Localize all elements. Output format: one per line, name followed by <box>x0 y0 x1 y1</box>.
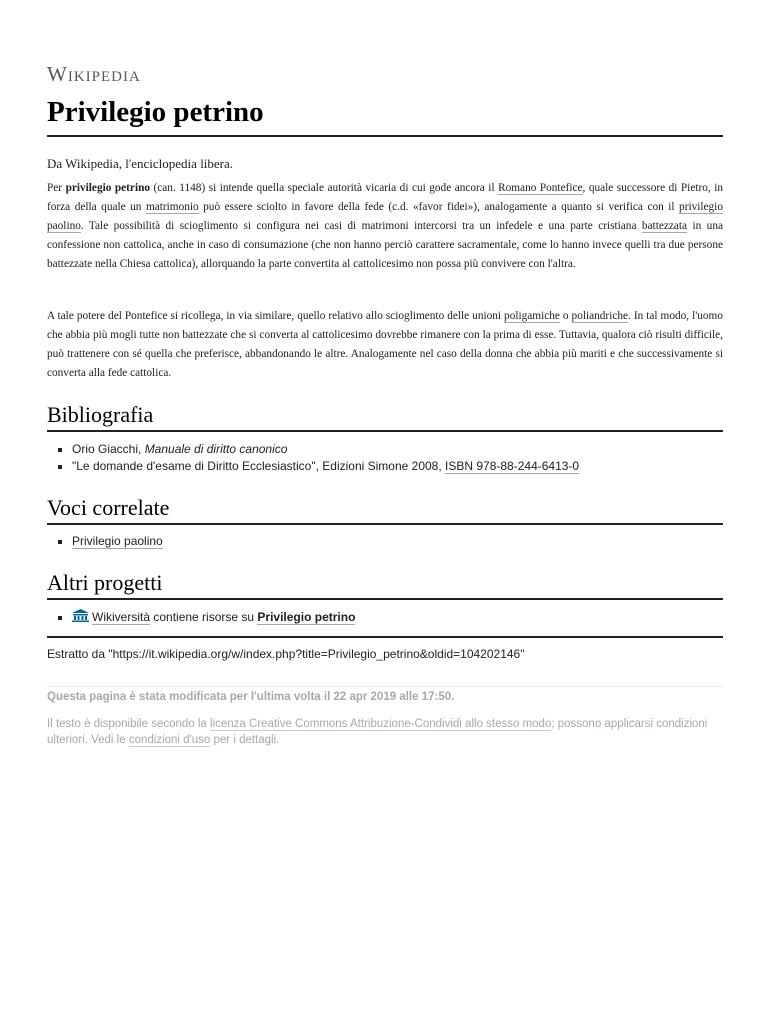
divider <box>47 686 723 687</box>
isbn-link[interactable]: ISBN 978-88-244-6413-0 <box>445 459 580 473</box>
text: può essere sciolto in favore della fede (c.d. «favor fidei»), analogamente a quanto si verifica con il <box>198 201 680 213</box>
link-wikiversita-target[interactable]: Privilegio petrino <box>257 610 356 625</box>
text: Orio Giacchi, <box>72 442 145 456</box>
voci-correlate-list <box>47 533 163 550</box>
list-item <box>72 441 579 458</box>
text: per i dettagli. <box>210 734 280 746</box>
text: . Tale possibilità di scioglimento si configura nei casi di matrimoni intercorsi tra un infedele e una parte cristiana <box>80 220 642 232</box>
extract-source: Estratto da "https://it.wikipedia.org/w/index.php?title=Privilegio_petrino&oldid=104202146" <box>47 647 525 661</box>
wikipedia-logo[interactable]: Wikipedia <box>47 62 141 86</box>
text: Il testo è disponibile secondo la <box>47 718 211 730</box>
divider <box>47 636 723 638</box>
intro-paragraph-1 <box>47 179 723 274</box>
last-modified: Questa pagina è stata modificata per l'ultima volta il 22 apr 2019 alle 17:50. <box>47 691 455 703</box>
link-poligamiche[interactable]: poligamiche <box>504 310 560 322</box>
text: , quale successore di Pietro, in forza della quale un <box>47 182 723 213</box>
terms-link[interactable]: condizioni d'uso <box>128 734 211 746</box>
book-title: Manuale di diritto canonico <box>144 442 288 456</box>
list-item <box>72 609 355 627</box>
link-romano-pontefice[interactable]: Romano Pontefice <box>498 182 583 194</box>
text: in una confessione non cattolica, anche in caso di consumazione (che non hanno perciò carattere sacramentale, come lo hanno invece quelli tra due persone battezzate nella Chiesa cattolica), allorquando la parte convertita al cattolicesimo non possa più convivere con l'altra. <box>47 220 723 270</box>
link-poliandriche[interactable]: poliandriche <box>571 310 629 322</box>
site-tagline: Da Wikipedia, l'enciclopedia libera. <box>47 156 234 171</box>
text: "Le domande d'esame di Diritto Ecclesiastico", Edizioni Simone 2008, <box>72 459 446 473</box>
text: ; possono applicarsi condizioni ulteriori. Vedi le <box>47 718 708 746</box>
link-matrimonio[interactable]: matrimonio <box>145 201 199 213</box>
section-heading-bibliografia: Bibliografia <box>47 402 723 432</box>
link-privilegio-paolino-related[interactable]: Privilegio paolino <box>72 534 163 548</box>
page-title: Privilegio petrino <box>47 96 723 137</box>
license-notice <box>47 716 723 748</box>
altri-progetti-list <box>47 609 355 627</box>
section-heading-voci-correlate: Voci correlate <box>47 495 723 525</box>
list-item <box>72 458 579 475</box>
link-privilegio-paolino[interactable]: privilegio paolino <box>47 201 723 232</box>
list-item <box>72 533 163 550</box>
license-link[interactable]: licenza Creative Commons Attribuzione-Condividi allo stesso modo <box>210 718 552 730</box>
text: contiene risorse su <box>150 610 258 625</box>
wikiversity-icon <box>72 609 89 627</box>
text: Per <box>47 182 66 194</box>
link-wikiversita[interactable]: Wikiversità <box>92 610 151 625</box>
section-heading-altri-progetti: Altri progetti <box>47 570 723 600</box>
intro-paragraph-2 <box>47 307 723 383</box>
text: (can. 1148) si intende quella speciale autorità vicaria di cui gode ancora il <box>150 182 499 194</box>
article-subject-bold: privilegio petrino <box>65 182 151 194</box>
text: o <box>559 310 572 322</box>
link-battezzata[interactable]: battezzata <box>641 220 688 232</box>
text: . In tal modo, l'uomo che abbia più mogli tutte non battezzate che si converta al cattolicesimo dovrebbe rimanere con la prima di esse. Tuttavia, qualora ciò risulti difficile, può trattenere con sé quella che preferisce, abbandonando le altre. Analogamente nel caso della donna che abbia più mariti e che successivamente si converta alla fede cattolica. <box>47 310 723 379</box>
text: A tale potere del Pontefice si ricollega, in via similare, quello relativo allo scioglimento delle unioni <box>47 310 505 322</box>
bibliografia-list <box>47 441 579 475</box>
